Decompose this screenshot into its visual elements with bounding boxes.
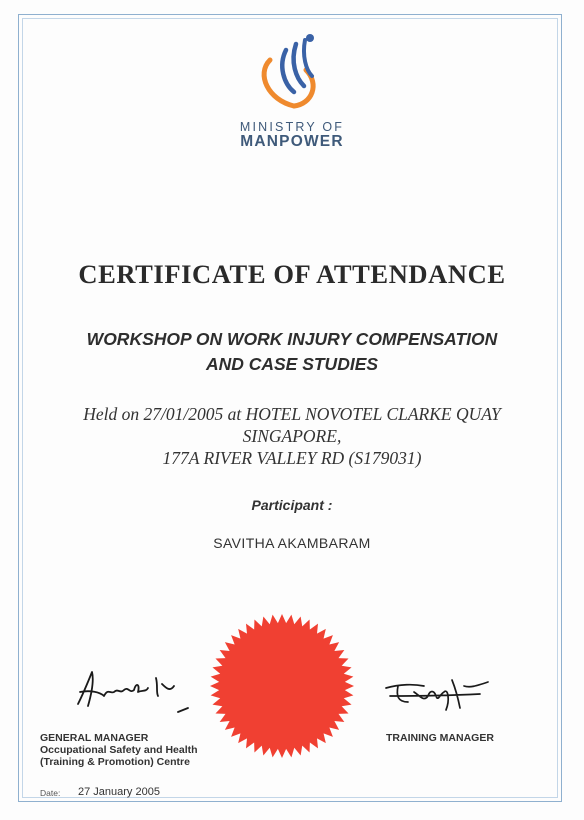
general-manager-signature-icon: [70, 662, 210, 722]
event-details-line1: Held on 27/01/2005 at HOTEL NOVOTEL CLARKE QUAY: [83, 404, 501, 424]
logo-text-line1: MINISTRY OF: [239, 120, 345, 134]
logo-text-line2: MANPOWER: [240, 133, 344, 150]
general-manager-org-line1: Occupational Safety and Health: [40, 744, 198, 756]
participant-label: Participant :: [251, 497, 333, 513]
training-manager-title: TRAINING MANAGER: [386, 732, 494, 744]
event-details: [0, 403, 584, 469]
certificate-title: CERTIFICATE OF ATTENDANCE: [78, 259, 506, 289]
workshop-title: [0, 327, 584, 377]
training-manager-signature-icon: [380, 666, 520, 720]
workshop-title-line2: AND CASE STUDIES: [205, 354, 379, 374]
event-details-line3: 177A RIVER VALLEY RD (S179031): [162, 448, 422, 468]
red-seal-icon: [209, 613, 355, 759]
date-value: 27 January 2005: [78, 786, 160, 798]
ministry-logo-icon: [250, 30, 334, 114]
general-manager-org-line2: (Training & Promotion) Centre: [40, 756, 190, 768]
workshop-title-line1: WORKSHOP ON WORK INJURY COMPENSATION: [86, 329, 498, 349]
date-label: Date:: [40, 788, 61, 798]
event-details-line2: SINGAPORE,: [242, 426, 342, 446]
general-manager-title: GENERAL MANAGER: [40, 732, 149, 744]
participant-name: SAVITHA AKAMBARAM: [213, 535, 371, 551]
